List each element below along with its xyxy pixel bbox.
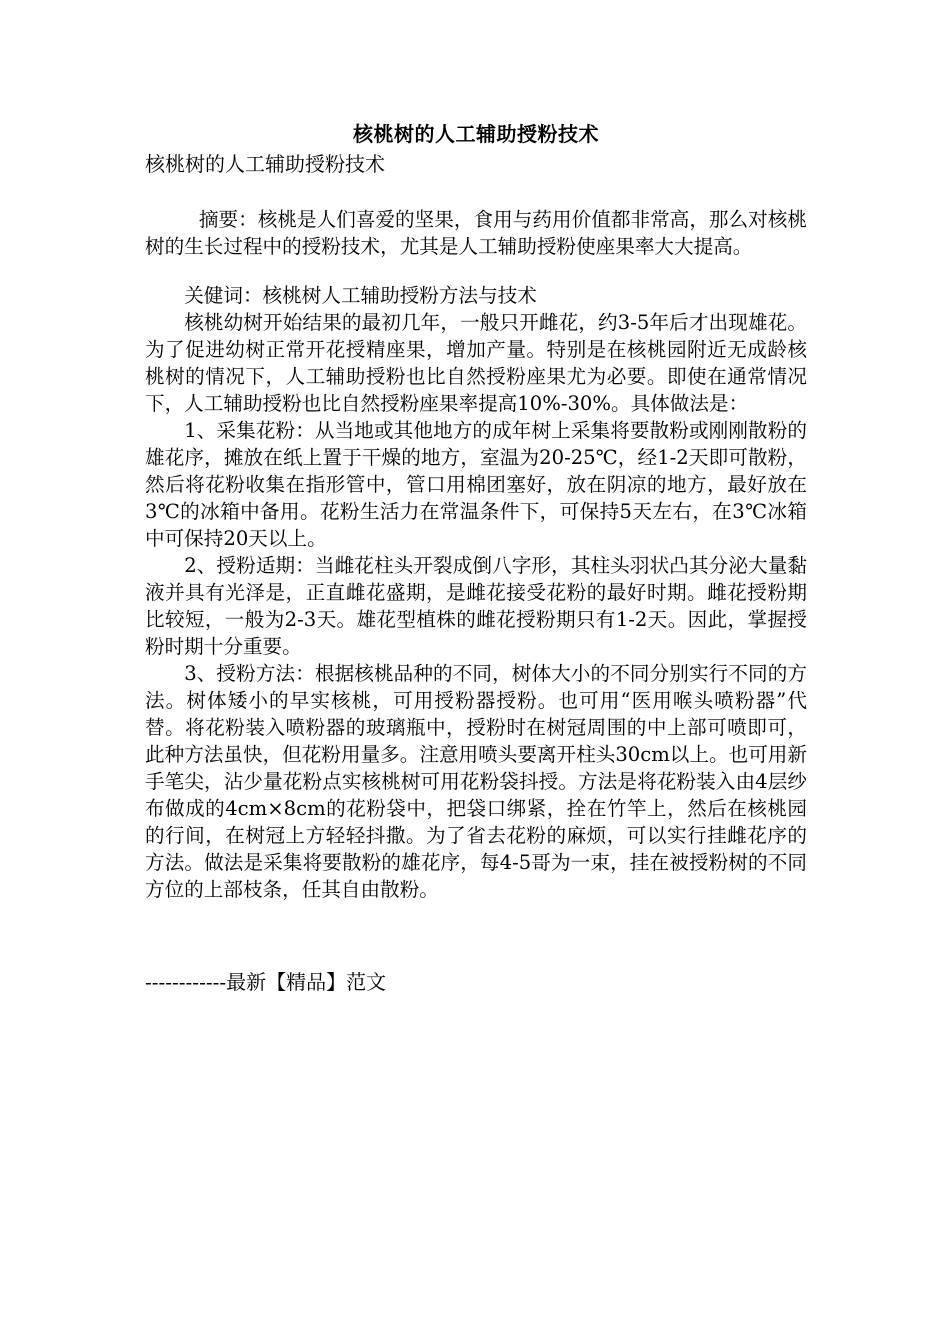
- pollen-collection-paragraph: 1、采集花粉：从当地或其他地方的成年树上采集将要散粉或刚刚散粉的雄花序，摊放在纸上置于干燥的地方，室温为20-25℃，经1-2天即可散粉，然后将花粉收集在指形管中，管口用棉团塞好，放在阴凉的地方，最好放在3℃的冰箱中备用。花粉生活力在常温条件下，可保持5天左右，在3℃冰箱中可保持20天以上。: [145, 419, 807, 550]
- pollination-method-paragraph: 3、授粉方法：根据核桃品种的不同，树体大小的不同分别实行不同的方法。树体矮小的早实核桃，可用授粉器授粉。也可用“医用喉头喷粉器”代替。将花粉装入喷粉器的玻璃瓶中，授粉时在树冠周围的中上部可喷即可，此种方法虽快，但花粉用量多。注意用喷头要离开柱头30cm以上。也可用新手笔尖，沾少量花粉点实核桃树可用花粉袋抖授。方法是将花粉装入由4层纱布做成的4cm×8cm的花粉袋中，把袋口绑紧，拴在竹竿上，然后在核桃园的行间，在树冠上方轻轻抖撒。为了省去花粉的麻烦，可以实行挂雌花序的方法。做法是采集将要散粉的雄花序，每4-5哥为一束，挂在被授粉树的不同方位的上部枝条，任其自由散粉。: [145, 662, 807, 901]
- keywords-line: 关健词：核桃树人工辅助授粉方法与技术: [184, 284, 537, 307]
- document-subtitle: 核桃树的人工辅助授粉技术: [145, 152, 385, 176]
- document-title: 核桃树的人工辅助授粉技术: [353, 122, 599, 146]
- pollination-timing-paragraph: 2、授粉适期：当雌花柱头开裂成倒八字形，其柱头羽状凸其分泌大量黏液并具有光泽是，正直雌花盛期，是雌花接受花粉的最好时期。雌花授粉期比较短，一般为2-3天。雄花型植株的雌花授粉期只有1-2天。因此，掌握授粉时期十分重要。: [145, 554, 807, 658]
- document-body: [145, 118, 807, 903]
- abstract-paragraph: 摘要：核桃是人们喜爱的坚果，食用与药用价值都非常高，那么对核桃树的生长过程中的授粉技术，尤其是人工辅助授粉使座果率大大提高。: [145, 208, 807, 258]
- intro-paragraph: 核桃幼树开始结果的最初几年，一般只开雌花，约3-5年后才出现雄花。为了促进幼树正常开花授精座果，增加产量。特别是在核桃园附近无成龄核桃树的情况下，人工辅助授粉也比自然授粉座果尤为必要。即使在通常情况下，人工辅助授粉也比自然授粉座果率提高10%-30%。具体做法是：: [145, 311, 807, 415]
- footer-tagline: ------------最新【精品】范文: [145, 970, 387, 994]
